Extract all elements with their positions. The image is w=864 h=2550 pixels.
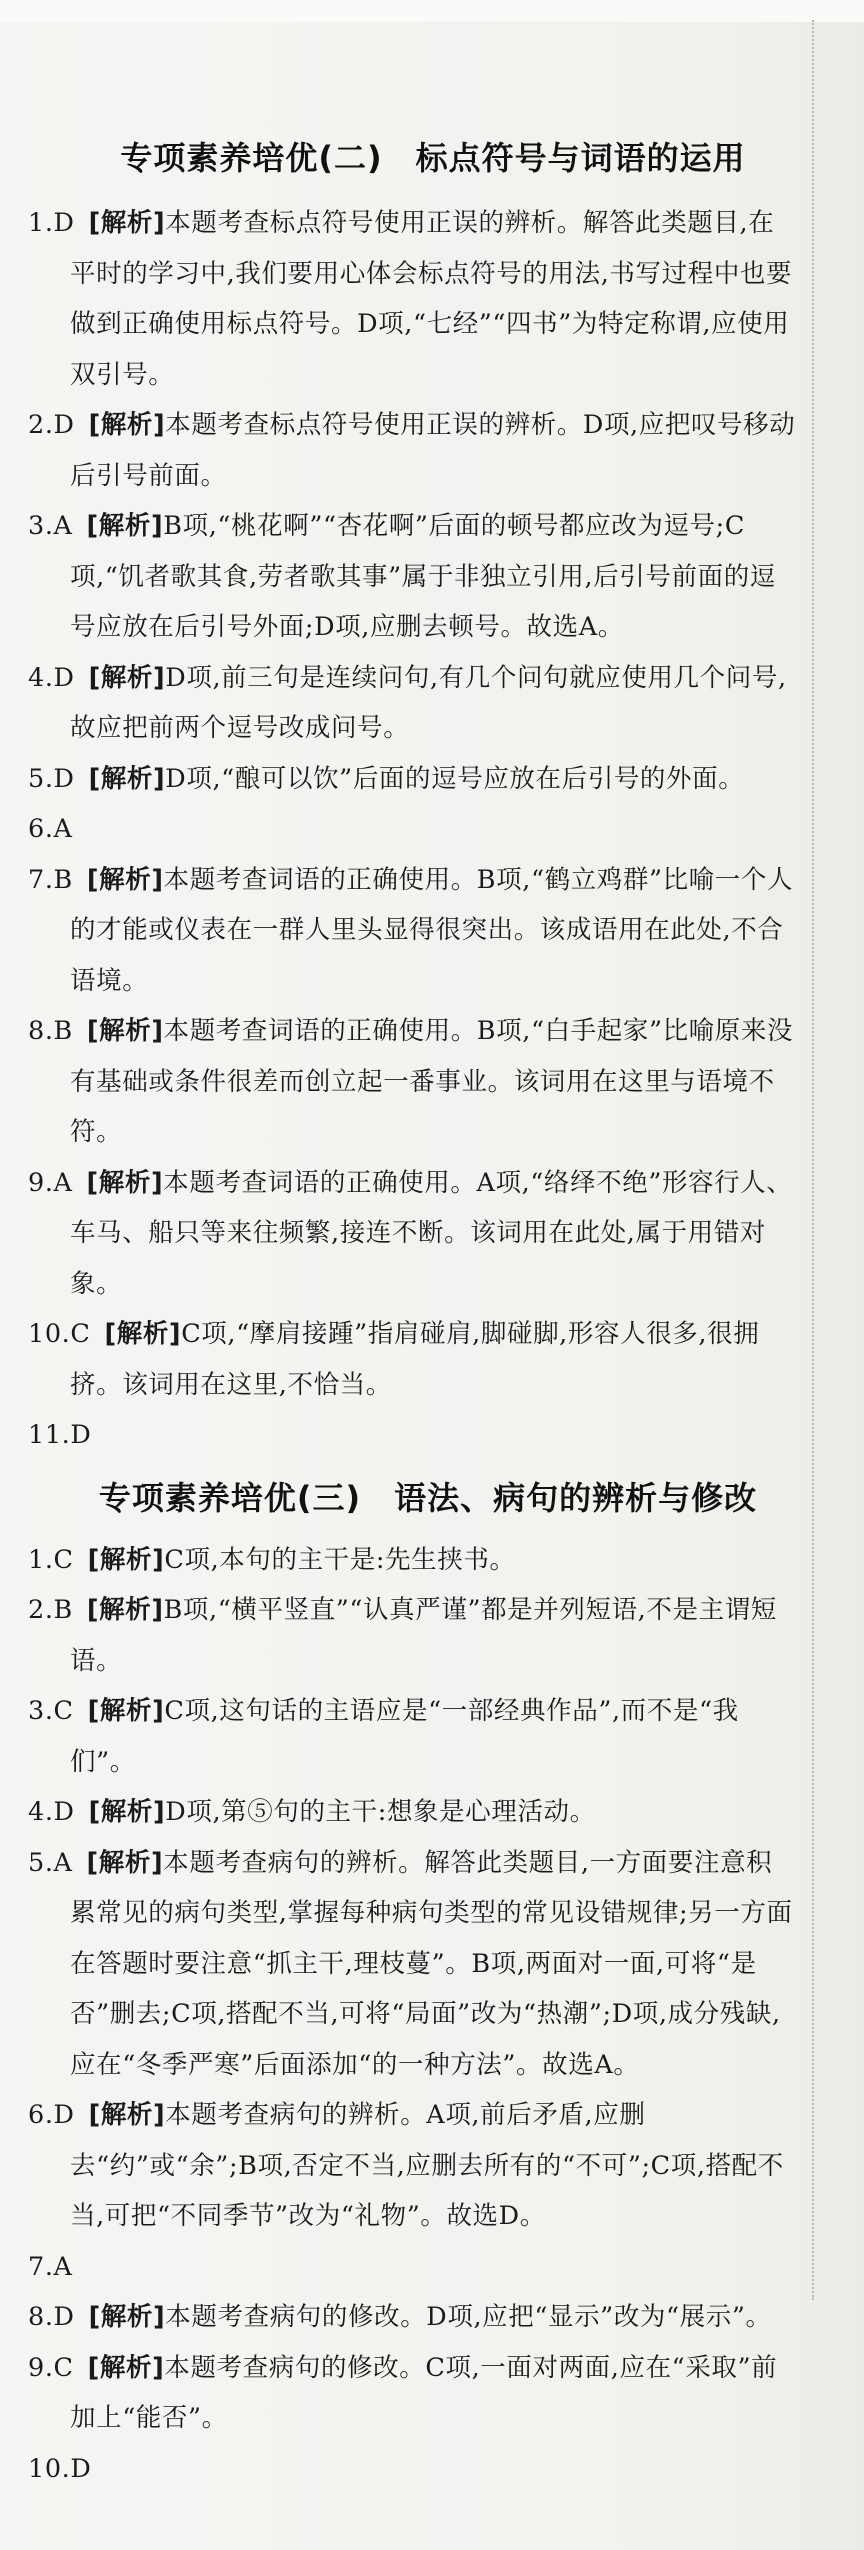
answer-number: 3.A: [28, 511, 73, 541]
answer-item: [28, 198, 798, 400]
answer-item: [28, 1585, 798, 1686]
analysis-tag: [解析]: [88, 410, 166, 440]
analysis-tag: [解析]: [104, 1319, 182, 1349]
answer-item: [28, 653, 798, 754]
analysis-text: 本题考查病句的辨析。A项,前后矛盾,应删去“约”或“余”;B项,否定不当,应删去所有的“不可”;C项,搭配不当,可把“不同季节”改为“礼物”。故选D。: [70, 2100, 784, 2231]
answer-number: 6.A: [28, 814, 73, 844]
analysis-tag: [解析]: [88, 662, 166, 693]
analysis-tag: [解析]: [86, 1595, 164, 1625]
answer-number: 3.C: [28, 1696, 74, 1726]
analysis-text: 本题考查词语的正确使用。B项,“白手起家”比喻原来没有基础或条件很差而创立起一番事业。该词用在这里与语境不符。: [70, 1016, 794, 1147]
analysis-text: 本题考查病句的修改。D项,应把“显示”改为“展示”。: [165, 2302, 772, 2332]
analysis-tag: [解析]: [88, 763, 166, 794]
answer-number: 5.D: [28, 763, 75, 794]
section-3-answer-list: [28, 1535, 798, 2495]
answer-item: [28, 501, 798, 653]
answer-number: 11.D: [28, 1420, 92, 1450]
page-top-edge: [0, 0, 864, 22]
answer-item: [28, 1838, 798, 2091]
analysis-tag: [解析]: [86, 511, 164, 541]
analysis-text: 本题考查病句的修改。C项,一面对两面,应在“采取”前加上“能否”。: [70, 2352, 778, 2433]
analysis-tag: [解析]: [87, 2352, 165, 2383]
analysis-tag: [解析]: [86, 1847, 164, 1878]
answer-item: [28, 754, 798, 805]
answer-item: [28, 804, 798, 855]
analysis-tag: [解析]: [86, 1016, 164, 1046]
answer-item: [28, 2242, 798, 2293]
answer-number: 7.A: [28, 2251, 73, 2282]
answer-item: [28, 400, 798, 501]
analysis-tag: [解析]: [87, 1544, 165, 1575]
analysis-tag: [解析]: [88, 2302, 166, 2332]
answer-number: 9.C: [28, 2352, 74, 2383]
analysis-text: B项,“桃花啊”“杏花啊”后面的顿号都应改为逗号;C项,“饥者歌其食,劳者歌其事”属于非独立引用,后引号前面的逗号应放在后引号外面;D项,应删去顿号。故选A。: [70, 511, 776, 642]
analysis-tag: [解析]: [88, 1797, 166, 1827]
answer-number: 4.D: [28, 662, 75, 693]
answer-number: 7.B: [28, 864, 73, 895]
analysis-tag: [解析]: [88, 208, 166, 238]
answer-item: [28, 1158, 798, 1310]
section-2-answer-list: [28, 198, 798, 1461]
answer-item: [28, 1686, 798, 1787]
answer-number: 10.D: [28, 2453, 92, 2484]
answer-number: 8.B: [28, 1016, 73, 1046]
answer-item: [28, 1787, 798, 1838]
analysis-text: C项,本句的主干是:先生挟书。: [164, 1544, 516, 1575]
analysis-text: D项,第⑤句的主干:想象是心理活动。: [165, 1797, 596, 1827]
answer-item: [28, 1006, 798, 1158]
answer-item: [28, 1535, 798, 1586]
answer-item: [28, 1309, 798, 1410]
section-title-2: 专项素养培优(二) 标点符号与词语的运用: [120, 139, 746, 177]
answer-number: 9.A: [28, 1167, 73, 1198]
analysis-tag: [解析]: [86, 1167, 164, 1198]
analysis-text: C项,这句话的主语应是“一部经典作品”,而不是“我们”。: [70, 1696, 739, 1777]
analysis-text: 本题考查标点符号使用正误的辨析。D项,应把叹号移动后引号前面。: [70, 410, 796, 491]
answer-number: 6.D: [28, 2100, 75, 2130]
answer-number: 2.D: [28, 410, 75, 440]
analysis-tag: [解析]: [88, 2100, 166, 2130]
analysis-text: D项,前三句是连续问句,有几个问句就应使用几个问号,故应把前两个逗号改成问号。: [70, 662, 787, 743]
answer-number: 1.D: [28, 208, 75, 238]
answer-item: [28, 2343, 798, 2444]
analysis-text: 本题考查词语的正确使用。A项,“络绎不绝”形容行人、车马、船只等来往频繁,接连不断。该词用在此处,属于用错对象。: [70, 1167, 793, 1299]
answer-number: 2.B: [28, 1595, 73, 1625]
analysis-text: 本题考查词语的正确使用。B项,“鹤立鸡群”比喻一个人的才能或仪表在一群人里头显得很突出。该成语用在此处,不合语境。: [70, 864, 794, 996]
analysis-text: B项,“横平竖直”“认真严谨”都是并列短语,不是主谓短语。: [70, 1595, 777, 1676]
column-divider: [812, 20, 814, 2300]
answer-number: 4.D: [28, 1797, 75, 1827]
analysis-text: 本题考查病句的辨析。解答此类题目,一方面要注意积累常见的病句类型,掌握每种病句类型的常见设错规律;另一方面在答题时要注意“抓主干,理枝蔓”。B项,两面对一面,可将“是否”删去;C项,搭配不当,可将“局面”改为“热潮”;D项,成分残缺,应在“冬季严寒”后面添加“的一种方法”。故选A。: [70, 1847, 793, 2080]
analysis-text: C项,“摩肩接踵”指肩碰肩,脚碰脚,形容人很多,很拥挤。该词用在这里,不恰当。: [70, 1319, 760, 1400]
analysis-text: D项,“酿可以饮”后面的逗号应放在后引号的外面。: [165, 763, 745, 794]
answer-item: [28, 2444, 798, 2495]
answer-item: [28, 2292, 798, 2343]
answer-number: 1.C: [28, 1544, 74, 1575]
analysis-tag: [解析]: [86, 864, 164, 895]
answer-number: 10.C: [28, 1319, 91, 1349]
analysis-text: 本题考查标点符号使用正误的辨析。解答此类题目,在平时的学习中,我们要用心体会标点符号的用法,书写过程中也要做到正确使用标点符号。D项,“七经”“四书”为特定称谓,应使用双引号。: [70, 208, 793, 390]
answer-number: 8.D: [28, 2302, 75, 2332]
answer-item: [28, 1410, 798, 1461]
analysis-tag: [解析]: [87, 1696, 165, 1726]
section-title-3: 专项素养培优(三) 语法、病句的辨析与修改: [98, 1478, 758, 1517]
answer-number: 5.A: [28, 1847, 73, 1878]
answer-column: [28, 118, 798, 2494]
answer-item: [28, 855, 798, 1007]
answer-item: [28, 2090, 798, 2242]
